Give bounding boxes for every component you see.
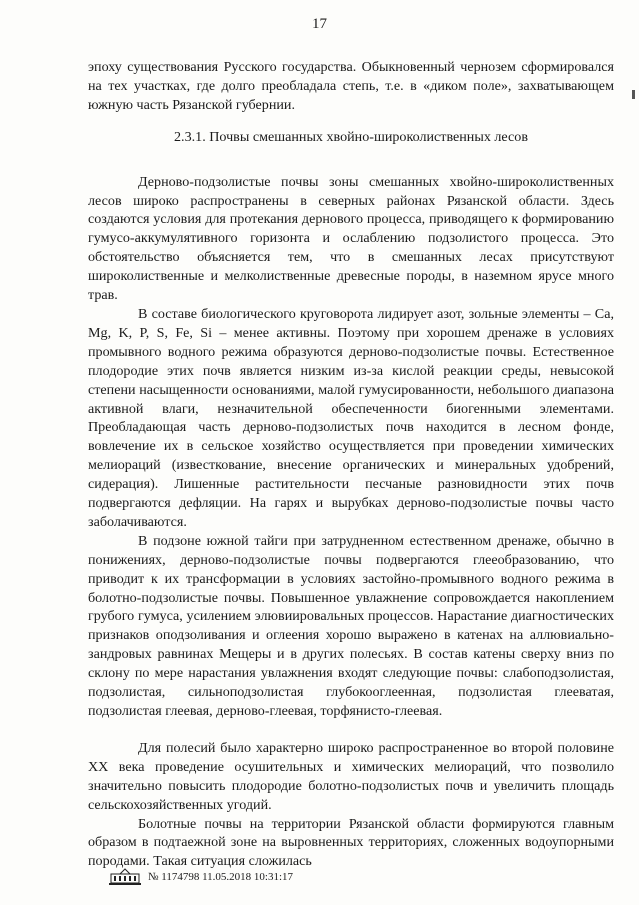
document-body [88,58,614,871]
building-icon [108,868,142,886]
paragraph-1: Дерново-подзолистые почвы зоны смешанных хвойно-широколиственных лесов широко распространены в северных районах Рязанской области. Здесь создаются условия для протекания дернового процесса, приводящего к формированию гумусо-аккумулятивного горизонта и ослаблению подзолистого процесса. Это обстоятельство объясняется тем, что в смешанных лесах присутствуют широколиственные и мелколиственные древесные породы, в наземном ярусе много трав. [88,173,614,304]
paragraph-5: Болотные почвы на территории Рязанской области формируются главным образом в подтаежной зоне на выровненных территориях, сложенных водоупорными породами. Такая ситуация сложилась [88,815,614,870]
paragraph-4: Для полесий было характерно широко распространенное во второй половине XX века проведение осушительных и химических мелиораций, что позволило значительно повысить плодородие болотно-подзолистых почв и увеличить площадь сельскохозяйственных угодий. [88,739,614,813]
paragraph-3: В подзоне южной тайги при затрудненном естественном дренаже, обычно в понижениях, дерново-подзолистые почвы подвергаются глееобразованию, что приводит к их трансформации в условиях застойно-промывного водного режима в болотно-подзолистые почвы. Повышенное увлажнение сопровождается накоплением грубого гумуса, усилением элювиировальных процессов. Нарастание диагностических признаков оподзоливания и оглеения хорошо выражено в катенах на аллювиально-зандровых равнинах Мещеры и в других полесьях. В состав катены сверху вниз по склону по мере нарастания увлажнения входят следующие почвы: слабоподзолистая, подзолистая, сильноподзолистая глубокооглеенная, подзолистая глееватая, подзолистая глеевая, дерново-глеевая, торфянисто-глеевая. [88,532,614,719]
intro-paragraph: эпоху существования Русского государства. Обыкновенный чернозем сформировался на тех участках, где долго преобладала степь, т.е. в «диком поле», захватывающем южную часть Рязанской губернии. [88,59,614,113]
edge-mark [632,90,635,99]
document-stamp-text: № 1174798 11.05.2018 10:31:17 [148,871,294,883]
section-heading: 2.3.1. Почвы смешанных хвойно-широколиственных лесов [174,128,528,145]
document-stamp [108,868,293,886]
page-number: 17 [312,16,327,32]
paragraph-2: В составе биологического круговорота лидирует азот, зольные элементы – Ca, Mg, K, P, S, Fe, Si – менее активны. Поэтому при хорошем дренаже в условиях промывного водного режима образуются дерново-подзолистые почвы. Естественное плодородие этих почв является низким из-за кислой реакции среды, невысокой степени насыщенности основаниями, малой гумусированности, небольшого диапазона активной влаги, незначительной обеспеченности биогенными элементами. Преобладающая часть дерново-подзолистых почв находится в лесном фонде, вовлечение их в сельское хозяйство осуществляется при проведении химических мелиораций (известкование, внесение органических и минеральных удобрений, сидерация). Лишенные растительности песчаные разновидности этих почв подвергаются дефляции. На гарях и вырубках дерново-подзолистые почвы часто заболачиваются. [88,305,614,530]
